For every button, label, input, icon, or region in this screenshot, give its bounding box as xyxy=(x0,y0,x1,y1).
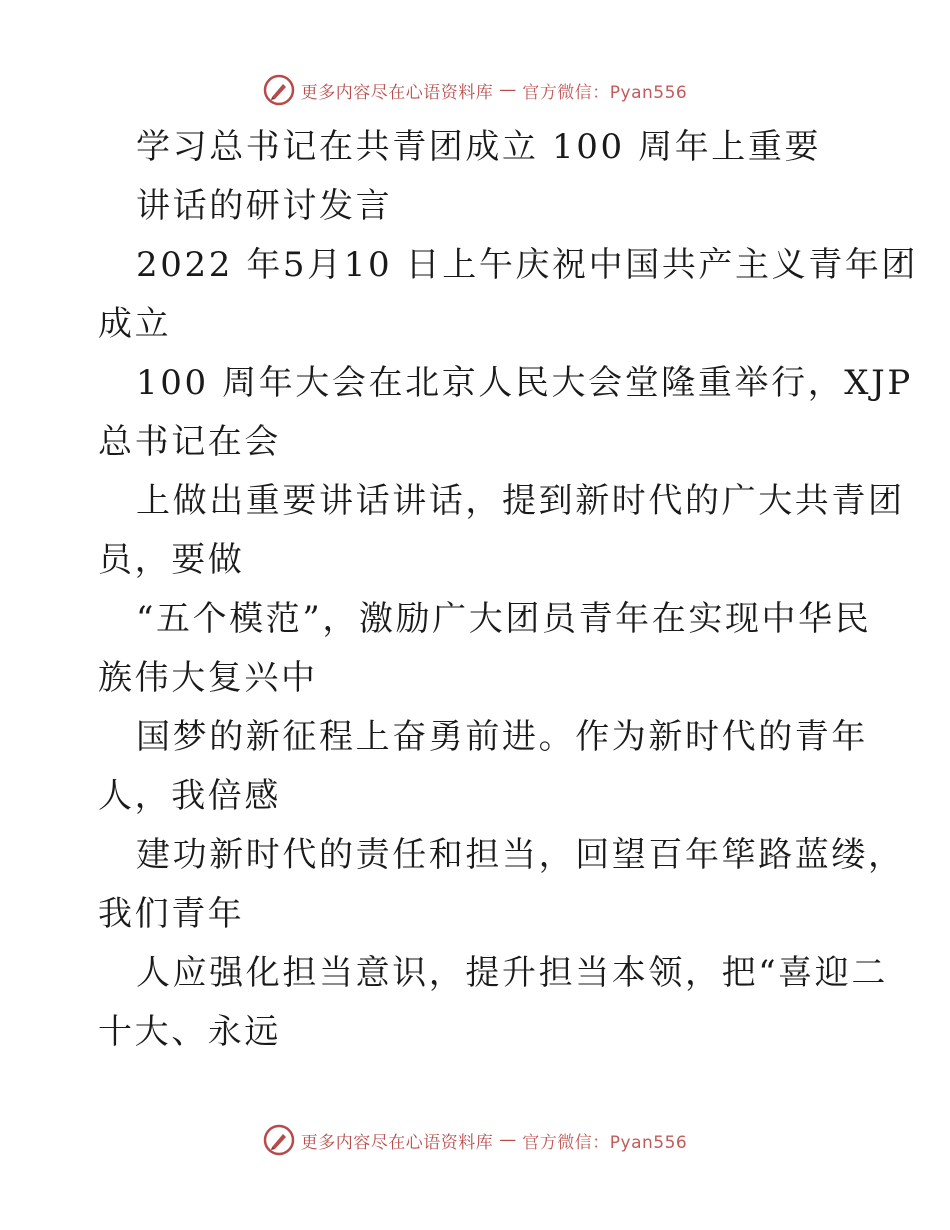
header-watermark xyxy=(0,70,950,110)
watermark-contact-text: 官方微信：Pyan556 xyxy=(522,1132,688,1153)
watermark-separator: — xyxy=(499,1130,517,1150)
paragraph-line: 人，我倍感 xyxy=(98,776,281,816)
paragraph-line: 100 周年大会在北京人民大会堂隆重举行，XJP xyxy=(136,363,913,403)
paragraph-line: 族伟大复兴中 xyxy=(98,658,318,698)
title-line-2: 讲话的研讨发言 xyxy=(136,186,393,226)
watermark-main-text: 更多内容尽在心语资料库 xyxy=(300,82,494,103)
paragraph-line: 2022 年5月10 日上午庆祝中国共产主义青年团 xyxy=(136,245,919,285)
document-body xyxy=(98,118,919,1062)
title-line-1: 学习总书记在共青团成立 100 周年上重要 xyxy=(136,127,822,167)
paragraph-line: 总书记在会 xyxy=(98,422,281,462)
paragraph-line: 建功新时代的责任和担当，回望百年筚路蓝缕， xyxy=(136,835,905,875)
pen-logo-icon xyxy=(263,74,295,106)
watermark-contact-text: 官方微信：Pyan556 xyxy=(522,82,688,103)
paragraph-line: “五个模范”，激励广大团员青年在实现中华民 xyxy=(136,599,872,639)
paragraph-line: 成立 xyxy=(98,304,172,344)
watermark-main-text: 更多内容尽在心语资料库 xyxy=(300,1132,494,1153)
paragraph-line: 十大、永远 xyxy=(98,1012,281,1052)
paragraph-line: 我们青年 xyxy=(98,894,245,934)
paragraph-line: 国梦的新征程上奋勇前进。作为新时代的青年 xyxy=(136,717,868,757)
watermark-separator: — xyxy=(499,80,517,100)
pen-logo-icon xyxy=(263,1124,295,1156)
paragraph-line: 上做出重要讲话讲话，提到新时代的广大共青团 xyxy=(136,481,905,521)
paragraph-line: 人应强化担当意识，提升担当本领，把“喜迎二 xyxy=(136,953,888,993)
paragraph-line: 员，要做 xyxy=(98,540,245,580)
footer-watermark xyxy=(0,1120,950,1160)
